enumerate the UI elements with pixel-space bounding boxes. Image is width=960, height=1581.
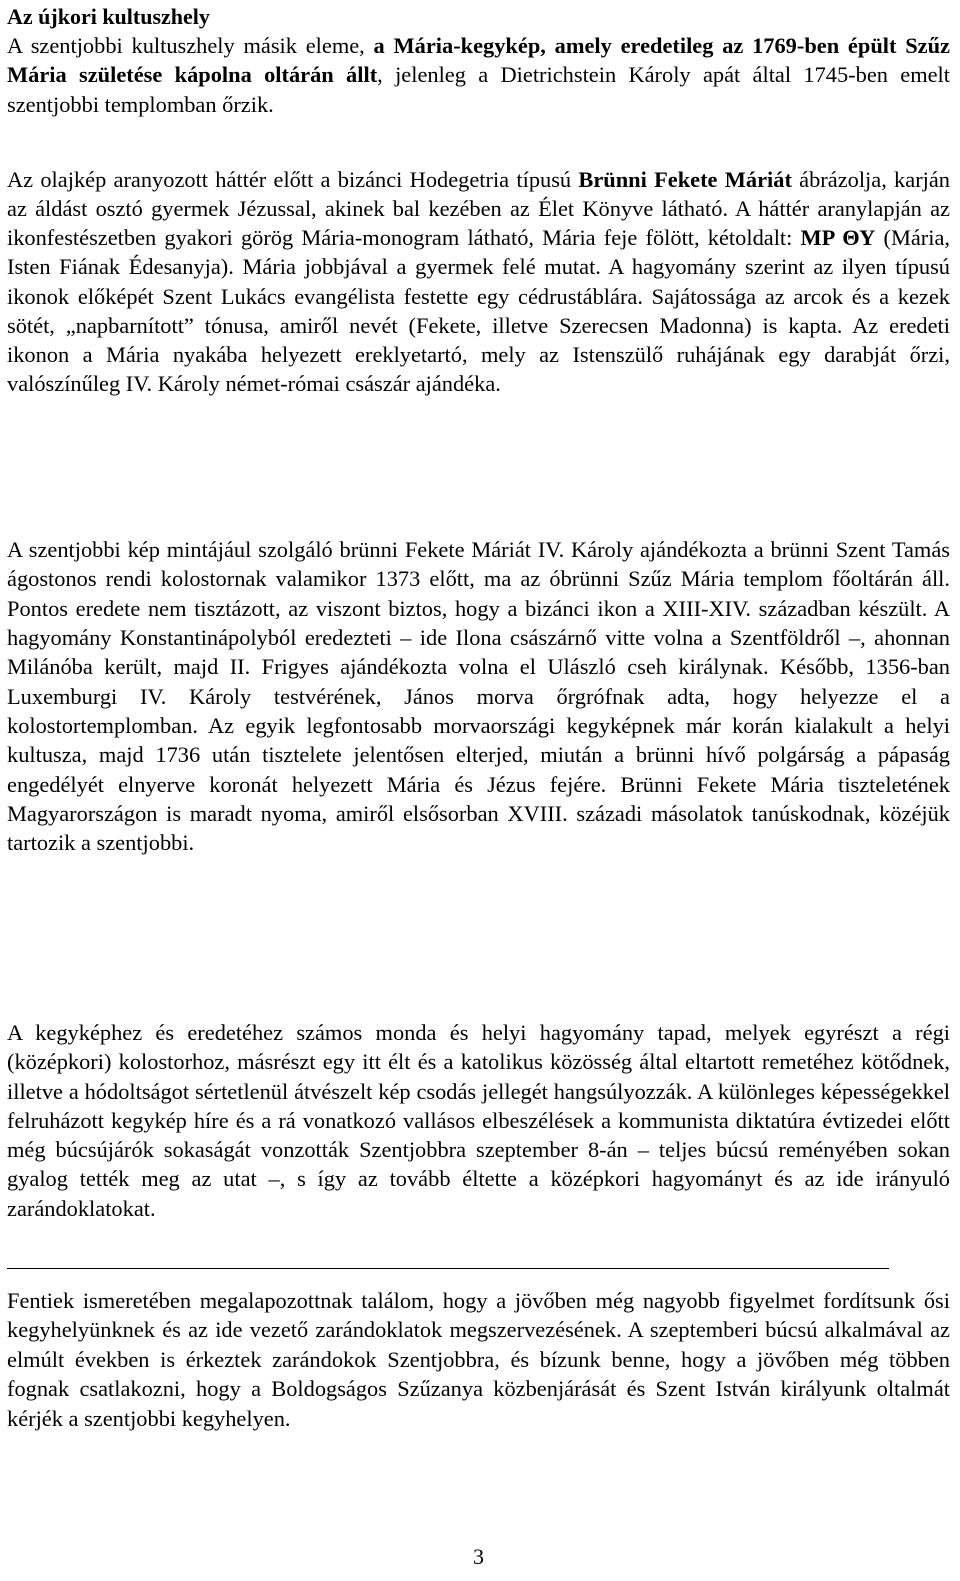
text-run: (Mária, Isten Fiának Édesanyja). Mária jobbjával a gyermek felé mutat. A hagyomány szerint az ilyen típusú ikonok előképét Szent Lukács evangélista festette egy cédrustáblára. Sajátossága az arcok és a kezek sötét, „napbarnított” tónusa, amiről nevét (Fekete, illetve Szerecsen Madonna) is kapta. Az eredeti ikonon a Mária nyakába helyezett ereklyetartó, mely az Istenszülő ruhájának egy darabját őrzi, valószínűleg IV. Károly német-római császár ajándéka.	[7, 225, 951, 397]
section-heading: Az újkori kultuszhely	[7, 4, 210, 29]
text-run: Az olajkép aranyozott háttér előtt a bizánci Hodegetria típusú	[7, 167, 579, 192]
paragraph-legends: A kegyképhez és eredetéhez számos monda és helyi hagyomány tapad, melyek egyrészt a régi (középkori) kolostorhoz, másrészt egy itt élt és a katolikus közösség által eltartott remetéhez kötődnek, illetve a hódoltságot sértetlenül átvészelt kép csodás jellegét hangsúlyozzák. A különleges képességekkel felruházott kegykép híre és a rá vonatkozó vallásos elbeszélések a kommunista diktatúra évtizedei előtt még búcsújárók sokaságát vonzották Szentjobbra szeptember 8-án – teljes búcsú reményében sokan gyalog tették meg az utat –, s így az tovább éltette a középkori hagyományt és az ide irányuló zarándoklatokat.	[7, 1020, 950, 1221]
paragraph-conclusion: Fentiek ismeretében megalapozottnak találom, hogy a jövőben még nagyobb figyelmet fordítsunk ősi kegyhelyünknek és az ide vezető zarándoklatok megszervezésének. A szeptemberi búcsú alkalmával az elmúlt években is érkeztek zarándokok Szentjobbra, és bízunk benne, hogy a jövőben még többen fognak csatlakozni, hogy a Boldogságos Szűzanya közbenjárását és Szent István királyunk oltalmát kérjék a szentjobbi kegyhelyen.	[7, 1288, 950, 1431]
paragraph-history: A szentjobbi kép mintájául szolgáló brünni Fekete Máriát IV. Károly ajándékozta a brünni Szent Tamás ágostonos rendi kolostornak valamikor 1373 előtt, ma az óbrünni Szűz Mária templom főoltárán áll. Pontos eredete nem tisztázott, az viszont biztos, hogy a bizánci ikon a XIII-XIV. században készült. A hagyomány Konstantinápolyból eredezteti – ide Ilona császárnő vitte volna a Szentföldről –, ahonnan Milánóba került, majd II. Frigyes ajándékozta volna el Ulászló cseh királynak. Később, 1356-ban Luxemburgi IV. Károly testvérének, János morva őrgrófnak adta, hogy helyezze el a kolostortemplomban. Az egyik legfontosabb morvaországi kegyképnek már korán kialakult a helyi kultusza, majd 1736 után tisztelete jelentősen elterjed, miután a brünni hívő polgárság a pápaság engedélyét elnyerve koronát helyezett Mária és Jézus fejére. Brünni Fekete Mária tiszteletének Magyarországon is maradt nyoma, amiről elsősorban XVIII. századi másolatok tanúskodnak, közéjük tartozik a szentjobbi.	[7, 537, 950, 856]
bold-text-run: a Mária-kegykép, amely eredetileg az 1769-ben épült Szűz Mária születése kápolna oltárán állt	[7, 33, 950, 88]
text-run: A szentjobbi kultuszhely másik eleme,	[7, 33, 374, 58]
separator-line	[7, 1268, 889, 1269]
text-run: ábrázolja, karján az áldást osztó gyermek Jézussal, akinek bal kezében az Élet Könyve látható. A háttér aranylapján az ikonfestészetben gyakori görög Mária-monogram látható, Mária feje fölött, kétoldalt:	[7, 167, 951, 251]
paragraph-intro	[7, 31, 950, 119]
page-number: 3	[473, 1544, 484, 1569]
bold-text-run: Brünni Fekete Máriát	[578, 167, 792, 192]
text-run: , jelenleg a Dietrichstein Károly apát által 1745-ben emelt szentjobbi templomban őrzik.	[7, 62, 951, 117]
greek-monogram: ΜΡ ΘΥ	[800, 225, 876, 251]
paragraph-icon-description	[7, 165, 950, 398]
